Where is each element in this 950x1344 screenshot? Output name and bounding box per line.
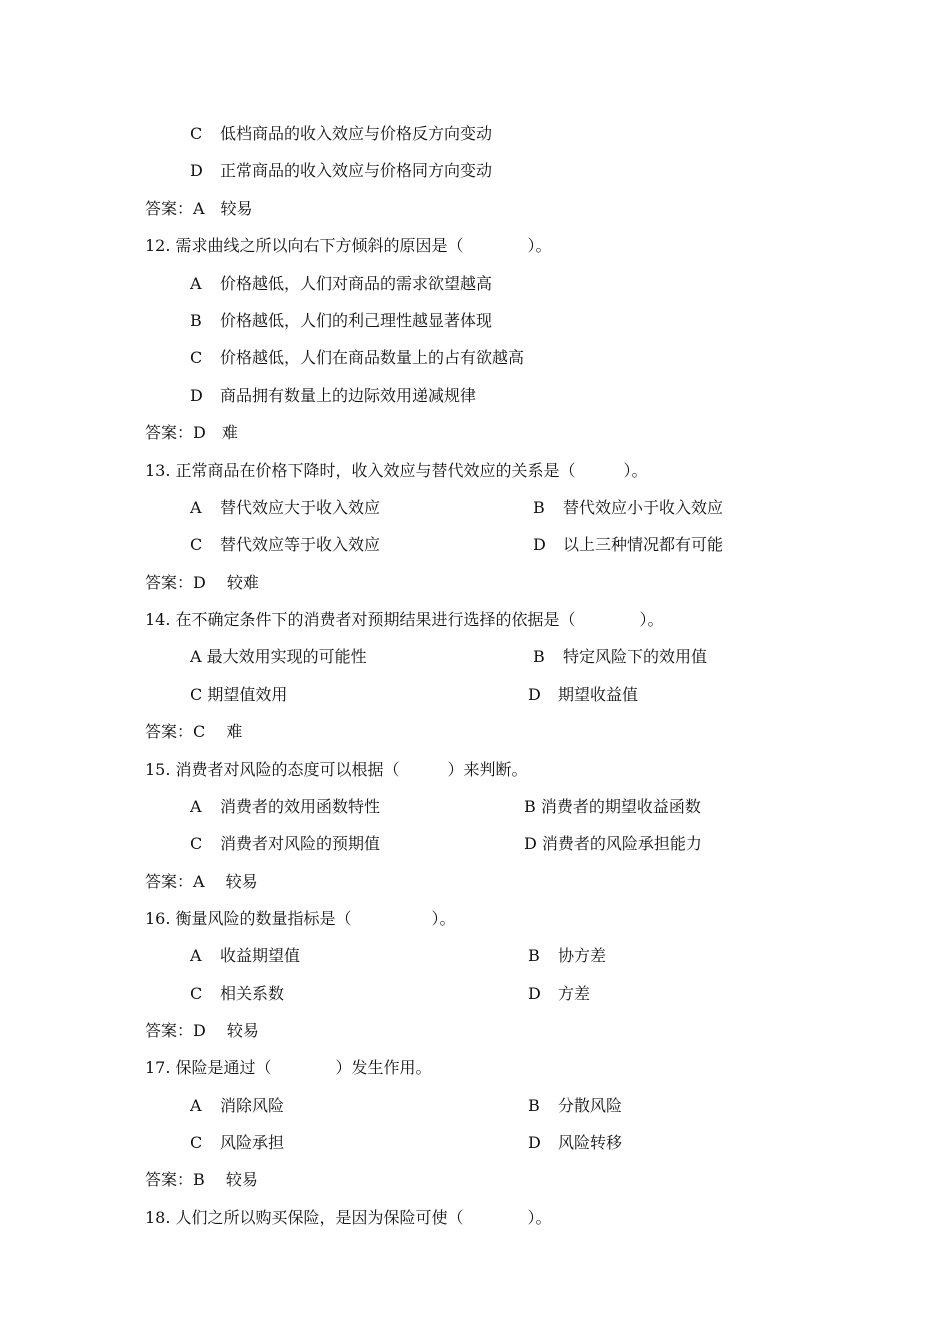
q12-option-b: B 价格越低，人们的利己理性越显著体现 bbox=[190, 311, 493, 330]
q14-stem: 14. 在不确定条件下的消费者对预期结果进行选择的依据是（ ）。 bbox=[145, 610, 664, 629]
q12-option-c: C 价格越低，人们在商品数量上的占有欲越高 bbox=[190, 348, 525, 367]
q14-option-c: C 期望值效用 bbox=[190, 685, 288, 704]
q13-option-b: B 替代效应小于收入效应 bbox=[533, 498, 724, 517]
q16-option-c: C 相关系数 bbox=[190, 984, 285, 1003]
q12-stem: 12. 需求曲线之所以向右下方倾斜的原因是（ ）。 bbox=[145, 236, 552, 255]
q17-option-c: C 风险承担 bbox=[190, 1133, 285, 1152]
q17-answer: 答案：B 较易 bbox=[145, 1170, 258, 1189]
q12-option-a: A 价格越低，人们对商品的需求欲望越高 bbox=[190, 274, 493, 293]
q15-option-a: A 消费者的效用函数特性 bbox=[190, 797, 381, 816]
q11-option-c: C 低档商品的收入效应与价格反方向变动 bbox=[190, 124, 493, 143]
q14-answer: 答案：C 难 bbox=[145, 722, 243, 741]
q15-option-b: B 消费者的期望收益函数 bbox=[524, 797, 701, 816]
q16-stem: 16. 衡量风险的数量指标是（ ）。 bbox=[145, 909, 456, 928]
q16-answer: 答案：D 较易 bbox=[145, 1021, 259, 1040]
q13-option-c: C 替代效应等于收入效应 bbox=[190, 535, 381, 554]
q11-answer: 答案：A 较易 bbox=[145, 199, 253, 218]
q13-option-a: A 替代效应大于收入效应 bbox=[190, 498, 381, 517]
q17-option-a: A 消除风险 bbox=[190, 1096, 285, 1115]
q14-option-d: D 期望收益值 bbox=[528, 685, 639, 704]
q16-option-d: D 方差 bbox=[528, 984, 591, 1003]
q17-option-d: D 风险转移 bbox=[528, 1133, 623, 1152]
q17-stem: 17. 保险是通过（ ）发生作用。 bbox=[145, 1058, 432, 1077]
q15-stem: 15. 消费者对风险的态度可以根据（ ）来判断。 bbox=[145, 760, 528, 779]
q11-option-d: D 正常商品的收入效应与价格同方向变动 bbox=[190, 161, 493, 180]
q14-option-a: A 最大效用实现的可能性 bbox=[190, 647, 367, 666]
q13-stem: 13. 正常商品在价格下降时，收入效应与替代效应的关系是（ ）。 bbox=[145, 461, 648, 480]
q14-option-b: B 特定风险下的效用值 bbox=[533, 647, 708, 666]
q15-option-d: D 消费者的风险承担能力 bbox=[524, 834, 702, 853]
q16-option-b: B 协方差 bbox=[528, 946, 607, 965]
q16-option-a: A 收益期望值 bbox=[190, 946, 301, 965]
q15-option-c: C 消费者对风险的预期值 bbox=[190, 834, 381, 853]
q12-answer: 答案：D 难 bbox=[145, 423, 238, 442]
q13-option-d: D 以上三种情况都有可能 bbox=[533, 535, 724, 554]
q13-answer: 答案：D 较难 bbox=[145, 573, 259, 592]
q17-option-b: B 分散风险 bbox=[528, 1096, 623, 1115]
q12-option-d: D 商品拥有数量上的边际效用递减规律 bbox=[190, 386, 477, 405]
q15-answer: 答案：A 较易 bbox=[145, 872, 258, 891]
q18-stem: 18. 人们之所以购买保险，是因为保险可使（ ）。 bbox=[145, 1208, 552, 1227]
